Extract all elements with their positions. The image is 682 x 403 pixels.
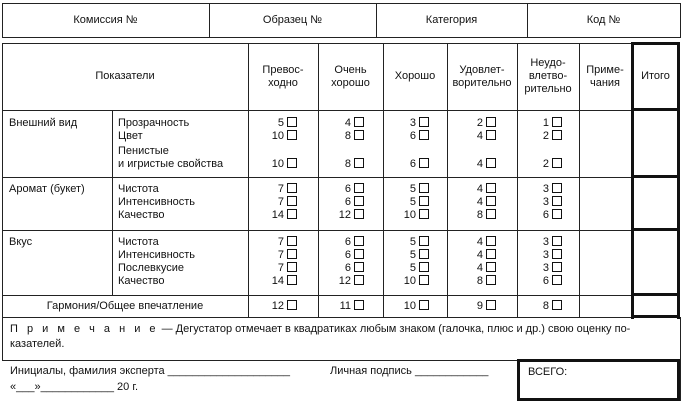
checkbox-square-icon[interactable] [419, 117, 429, 127]
score-checkbox[interactable] [401, 275, 429, 288]
score-checkbox[interactable] [336, 249, 364, 262]
score-checkbox[interactable] [534, 275, 562, 288]
total-header: Итого [641, 70, 670, 82]
score-value: 10 [271, 130, 284, 142]
score-checkbox[interactable] [336, 275, 364, 288]
note-text [10, 322, 678, 352]
notes-header-line: Приме- [586, 63, 624, 76]
score-value: 10 [271, 158, 284, 170]
score-checkbox[interactable] [534, 262, 562, 275]
score-checkbox[interactable] [534, 158, 562, 171]
satisfactory-header [447, 43, 517, 110]
score-checkbox[interactable] [336, 209, 364, 222]
score-checkbox[interactable] [336, 196, 364, 209]
score-checkbox[interactable] [468, 236, 496, 249]
checkbox-square-icon[interactable] [354, 262, 364, 272]
score-value: 8 [344, 130, 351, 142]
checkbox-square-icon[interactable] [287, 183, 297, 193]
score-value: 14 [271, 275, 284, 287]
score-checkbox[interactable] [401, 300, 429, 313]
score-value: 12 [338, 275, 351, 287]
note-line2: казателей. [10, 338, 65, 350]
score-value: 10 [403, 275, 416, 287]
score-checkbox[interactable] [401, 196, 429, 209]
score-checkbox[interactable] [401, 158, 429, 171]
score-checkbox[interactable] [468, 275, 496, 288]
checkbox-square-icon[interactable] [419, 300, 429, 310]
notes-header [579, 43, 631, 110]
score-checkbox[interactable] [468, 130, 496, 143]
checkbox-square-icon[interactable] [287, 236, 297, 246]
checkbox-square-icon[interactable] [354, 236, 364, 246]
score-checkbox[interactable] [269, 262, 297, 275]
checkbox-square-icon[interactable] [486, 249, 496, 259]
group-name-appearance: Внешний вид [9, 117, 78, 129]
checkbox-square-icon[interactable] [287, 117, 297, 127]
score-value: 3 [542, 262, 549, 274]
row-label: Цвет [118, 130, 143, 142]
score-checkbox[interactable] [401, 183, 429, 196]
score-checkbox[interactable] [269, 117, 297, 130]
checkbox-square-icon[interactable] [354, 183, 364, 193]
checkbox-square-icon[interactable] [419, 262, 429, 272]
score-checkbox[interactable] [468, 196, 496, 209]
checkbox-square-icon[interactable] [287, 196, 297, 206]
sample-label: Образец № [262, 13, 323, 26]
score-value: 2 [476, 117, 483, 129]
score-value: 5 [409, 196, 416, 208]
commission-label: Комиссия № [73, 13, 138, 26]
checkbox-square-icon[interactable] [287, 249, 297, 259]
checkbox-square-icon[interactable] [552, 117, 562, 127]
score-value: 12 [271, 300, 284, 312]
row-label: Чистота [118, 183, 159, 195]
date-field[interactable]: «___»____________ 20 г. [10, 381, 139, 393]
unsatisfactory-header-line: Неудо- [530, 57, 566, 69]
score-value: 7 [277, 183, 284, 195]
score-value: 7 [277, 249, 284, 261]
checkbox-square-icon[interactable] [287, 158, 297, 168]
score-checkbox[interactable] [269, 209, 297, 222]
checkbox-square-icon[interactable] [419, 158, 429, 168]
score-checkbox[interactable] [336, 130, 364, 143]
checkbox-square-icon[interactable] [486, 117, 496, 127]
checkbox-square-icon[interactable] [552, 262, 562, 272]
checkbox-square-icon[interactable] [354, 196, 364, 206]
row-label: Прозрачность [118, 117, 190, 129]
score-checkbox[interactable] [401, 236, 429, 249]
good-header: Хорошо [394, 70, 436, 82]
score-value: 4 [476, 183, 483, 195]
score-checkbox[interactable] [336, 300, 364, 313]
score-value: 6 [344, 249, 351, 261]
score-value: 5 [409, 262, 416, 274]
satisfactory-header-line: ворительно [452, 76, 512, 89]
row-label: Качество [118, 275, 165, 287]
score-checkbox[interactable] [269, 158, 297, 171]
score-checkbox[interactable] [468, 158, 496, 171]
score-value: 1 [542, 117, 549, 129]
checkbox-square-icon[interactable] [419, 249, 429, 259]
score-value: 3 [409, 117, 416, 129]
score-value: 7 [277, 236, 284, 248]
score-value: 10 [403, 209, 416, 221]
score-value: 4 [476, 249, 483, 261]
row-label: Послевкусие [118, 262, 184, 274]
score-value: 6 [344, 262, 351, 274]
checkbox-square-icon[interactable] [552, 130, 562, 140]
unsatisfactory-header-line: рительно [524, 83, 572, 95]
score-checkbox[interactable] [269, 275, 297, 288]
score-checkbox[interactable] [534, 117, 562, 130]
row-label: и игристые свойства [118, 158, 224, 170]
checkbox-square-icon[interactable] [486, 275, 496, 285]
checkbox-square-icon[interactable] [486, 196, 496, 206]
grand-total-label: ВСЕГО: [528, 366, 568, 378]
row-label: Интенсивность [118, 196, 196, 208]
score-checkbox[interactable] [401, 249, 429, 262]
checkbox-square-icon[interactable] [354, 300, 364, 310]
checkbox-square-icon[interactable] [552, 236, 562, 246]
score-checkbox[interactable] [269, 183, 297, 196]
checkbox-square-icon[interactable] [486, 262, 496, 272]
checkbox-square-icon[interactable] [287, 130, 297, 140]
score-checkbox[interactable] [401, 262, 429, 275]
score-value: 6 [409, 130, 416, 142]
excellent-header-line: Превос- [262, 63, 304, 76]
checkbox-square-icon[interactable] [486, 158, 496, 168]
score-value: 3 [542, 249, 549, 261]
score-value: 6 [542, 275, 549, 287]
score-value: 4 [476, 262, 483, 274]
score-value: 14 [271, 209, 284, 221]
checkbox-square-icon[interactable] [354, 130, 364, 140]
row-label: Интенсивность [118, 249, 196, 261]
very-good-header-line: хорошо [331, 76, 370, 89]
checkbox-square-icon[interactable] [287, 209, 297, 219]
score-value: 8 [476, 209, 483, 221]
checkbox-square-icon[interactable] [552, 158, 562, 168]
score-value: 4 [476, 196, 483, 208]
code-label: Код № [586, 13, 621, 26]
unsatisfactory-header [517, 43, 579, 110]
score-value: 6 [344, 236, 351, 248]
checkbox-square-icon[interactable] [486, 183, 496, 193]
score-checkbox[interactable] [534, 183, 562, 196]
score-checkbox[interactable] [534, 209, 562, 222]
checkbox-square-icon[interactable] [419, 209, 429, 219]
group-name-aroma: Аромат (букет) [9, 183, 85, 195]
checkbox-square-icon[interactable] [354, 249, 364, 259]
checkbox-square-icon[interactable] [552, 196, 562, 206]
excellent-header [248, 43, 318, 110]
note-line1: — Дегустатор отмечает в квадратиках любым знаком (галочка, плюс и др.) свою оценку по- [158, 323, 631, 335]
score-checkbox[interactable] [468, 183, 496, 196]
group-name-taste: Вкус [9, 236, 33, 248]
score-checkbox[interactable] [336, 183, 364, 196]
checkbox-square-icon[interactable] [354, 158, 364, 168]
score-checkbox[interactable] [468, 300, 496, 313]
checkbox-square-icon[interactable] [552, 183, 562, 193]
category-label: Категория [425, 13, 478, 26]
checkbox-square-icon[interactable] [486, 130, 496, 140]
score-checkbox[interactable] [534, 300, 562, 313]
score-value: 8 [476, 275, 483, 287]
excellent-header-line: ходно [268, 76, 298, 89]
score-value: 7 [277, 262, 284, 274]
row-label: Чистота [118, 236, 159, 248]
score-checkbox[interactable] [269, 196, 297, 209]
very-good-header [318, 43, 383, 110]
checkbox-square-icon[interactable] [287, 262, 297, 272]
score-checkbox[interactable] [534, 249, 562, 262]
checkbox-square-icon[interactable] [419, 130, 429, 140]
score-value: 4 [476, 236, 483, 248]
checkbox-square-icon[interactable] [486, 300, 496, 310]
score-value: 4 [476, 130, 483, 142]
checkbox-square-icon[interactable] [354, 117, 364, 127]
indicators-header: Показатели [95, 70, 155, 82]
score-value: 3 [542, 196, 549, 208]
score-checkbox[interactable] [401, 209, 429, 222]
unsatisfactory-header-line: влетво- [528, 70, 568, 82]
score-checkbox[interactable] [336, 262, 364, 275]
score-checkbox[interactable] [401, 130, 429, 143]
score-checkbox[interactable] [534, 236, 562, 249]
score-value: 8 [542, 300, 549, 312]
row-label: Качество [118, 209, 165, 221]
score-value: 9 [476, 300, 483, 312]
score-value: 3 [542, 183, 549, 195]
score-checkbox[interactable] [336, 158, 364, 171]
checkbox-square-icon[interactable] [486, 236, 496, 246]
score-value: 10 [403, 300, 416, 312]
checkbox-square-icon[interactable] [486, 209, 496, 219]
checkbox-square-icon[interactable] [419, 236, 429, 246]
signature-field[interactable]: Личная подпись ____________ [330, 365, 489, 377]
score-value: 5 [409, 236, 416, 248]
score-value: 6 [344, 196, 351, 208]
score-checkbox[interactable] [269, 130, 297, 143]
score-checkbox[interactable] [269, 236, 297, 249]
score-checkbox[interactable] [468, 209, 496, 222]
very-good-header-line: Очень [334, 63, 367, 76]
row-label: Пенистые [118, 145, 169, 157]
score-value: 4 [476, 158, 483, 170]
score-checkbox[interactable] [468, 262, 496, 275]
checkbox-square-icon[interactable] [354, 209, 364, 219]
checkbox-square-icon[interactable] [287, 300, 297, 310]
score-value: 6 [542, 209, 549, 221]
score-value: 8 [344, 158, 351, 170]
note-prefix: П р и м е ч а н и е [10, 323, 159, 335]
score-checkbox[interactable] [401, 117, 429, 130]
harmony-label: Гармония/Общее впечатление [46, 299, 204, 312]
score-value: 5 [409, 183, 416, 195]
score-checkbox[interactable] [534, 196, 562, 209]
score-checkbox[interactable] [336, 117, 364, 130]
score-value: 6 [344, 183, 351, 195]
checkbox-square-icon[interactable] [552, 209, 562, 219]
score-checkbox[interactable] [534, 130, 562, 143]
checkbox-square-icon[interactable] [354, 275, 364, 285]
score-value: 5 [277, 117, 284, 129]
score-checkbox[interactable] [468, 117, 496, 130]
checkbox-square-icon[interactable] [552, 249, 562, 259]
score-value: 3 [542, 236, 549, 248]
score-checkbox[interactable] [336, 236, 364, 249]
checkbox-square-icon[interactable] [419, 275, 429, 285]
score-value: 5 [409, 249, 416, 261]
score-checkbox[interactable] [269, 300, 297, 313]
score-value: 2 [542, 158, 549, 170]
checkbox-square-icon[interactable] [552, 300, 562, 310]
score-checkbox[interactable] [269, 249, 297, 262]
notes-header-line: чания [589, 76, 621, 89]
checkbox-square-icon[interactable] [419, 196, 429, 206]
score-value: 7 [277, 196, 284, 208]
score-checkbox[interactable] [468, 249, 496, 262]
satisfactory-header-line: Удовлет- [459, 63, 505, 76]
expert-name-field[interactable]: Инициалы, фамилия эксперта ____________________ [10, 365, 291, 377]
checkbox-square-icon[interactable] [287, 275, 297, 285]
score-value: 11 [339, 300, 351, 312]
score-value: 12 [338, 209, 351, 221]
score-value: 2 [542, 130, 549, 142]
checkbox-square-icon[interactable] [552, 275, 562, 285]
score-value: 4 [344, 117, 351, 129]
checkbox-square-icon[interactable] [419, 183, 429, 193]
score-value: 6 [409, 158, 416, 170]
